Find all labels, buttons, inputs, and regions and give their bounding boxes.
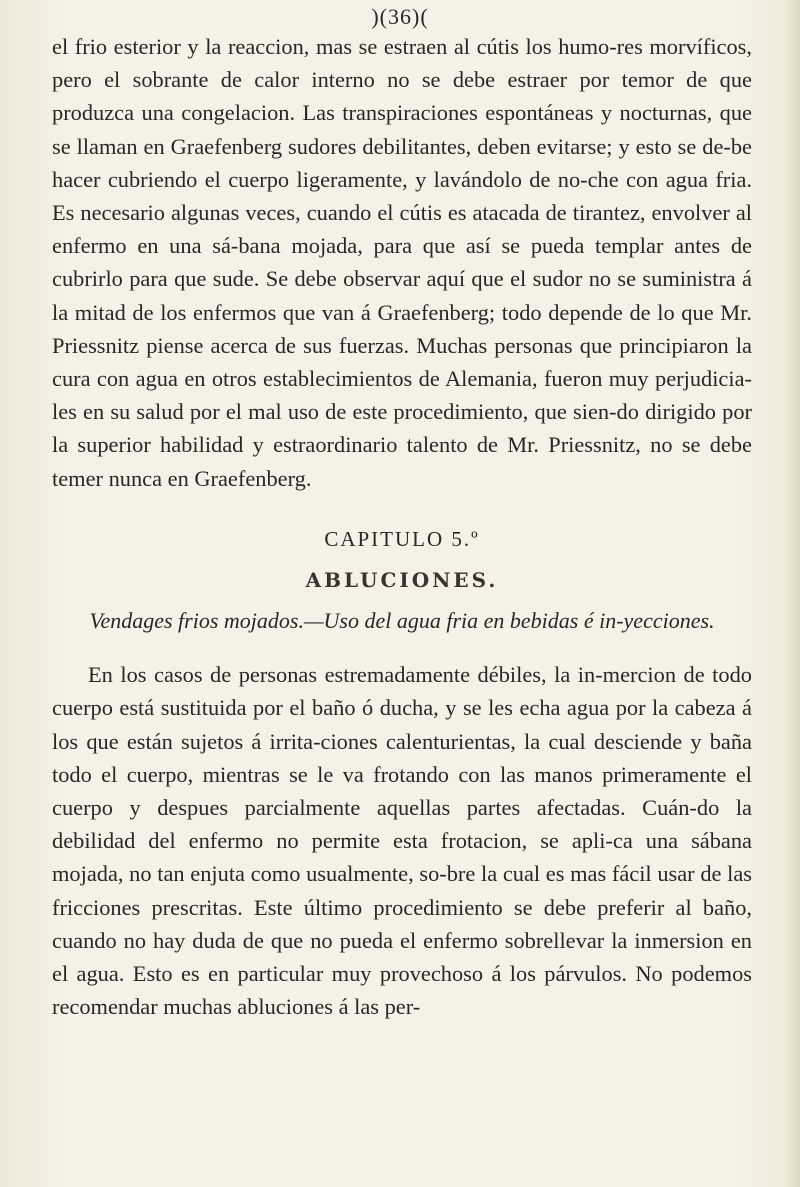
chapter-subtitle: Vendages frios mojados.—Uso del agua fria en bebidas é in-yecciones. [89,608,715,634]
page-edge [786,0,800,1187]
paragraph-body: En los casos de personas estremadamente débiles, la in-mercion de todo cuerpo está sustituida por el baño ó ducha, y se les echa agua por la cabeza á los que están sujetos á irrita-ciones calenturientas, la cual desciende y baña todo el cuerpo, mientras se le va frotando con las manos primeramente el cuerpo y despues parcialmente aquellas partes afectadas. Cuán-do la debilidad del enfermo no permite esta frotacion, se apli-ca una sábana mojada, no tan enjuta como usualmente, so-bre la cual es mas fácil usar de las fricciones prescritas. Este último procedimiento se debe preferir al baño, cuando no hay duda de que no pueda el enfermo sobrellevar la inmersion en el agua. Esto es en particular muy provechoso á los párvulos. No podemos recomendar muchas abluciones á las per- [52,662,752,1020]
chapter-heading: CAPITULO 5.º [324,526,480,551]
chapter-ornamental-title: ABLUCIONES. [305,568,499,593]
paragraph-continuation: el frio esterior y la reaccion, mas se estraen al cútis los humo-res morvíficos, pero el sobrante de calor interno no se debe estraer por temor de que produzca una congelacion. Las transpiraciones espontáneas y nocturnas, que se llaman en Graefenberg sudores debilitantes, deben evitarse; y esto se de-be hacer cubriendo el cuerpo ligeramente, y lavándolo de no-che con agua fria. Es necesario algunas veces, cuando el cútis es atacada de tirantez, envolver al enfermo en una sá-bana mojada, para que así se pueda templar antes de cubrirlo para que sude. Se debe observar aquí que el sudor no se suministra á la mitad de los enfermos que van á Graefenberg; todo depende de lo que Mr. Priessnitz piense acerca de sus fuerzas. Muchas personas que principiaron la cura con agua en otros establecimientos de Alemania, fueron muy perjudicia-les en su salud por el mal uso de este procedimiento, que sien-do dirigido por la superior habilidad y estraordinario talento de Mr. Priessnitz, no se debe temer nunca en Graefenberg. [52,34,752,491]
page-body [52,30,752,1023]
page-number-header: )(36)( [371,4,429,29]
